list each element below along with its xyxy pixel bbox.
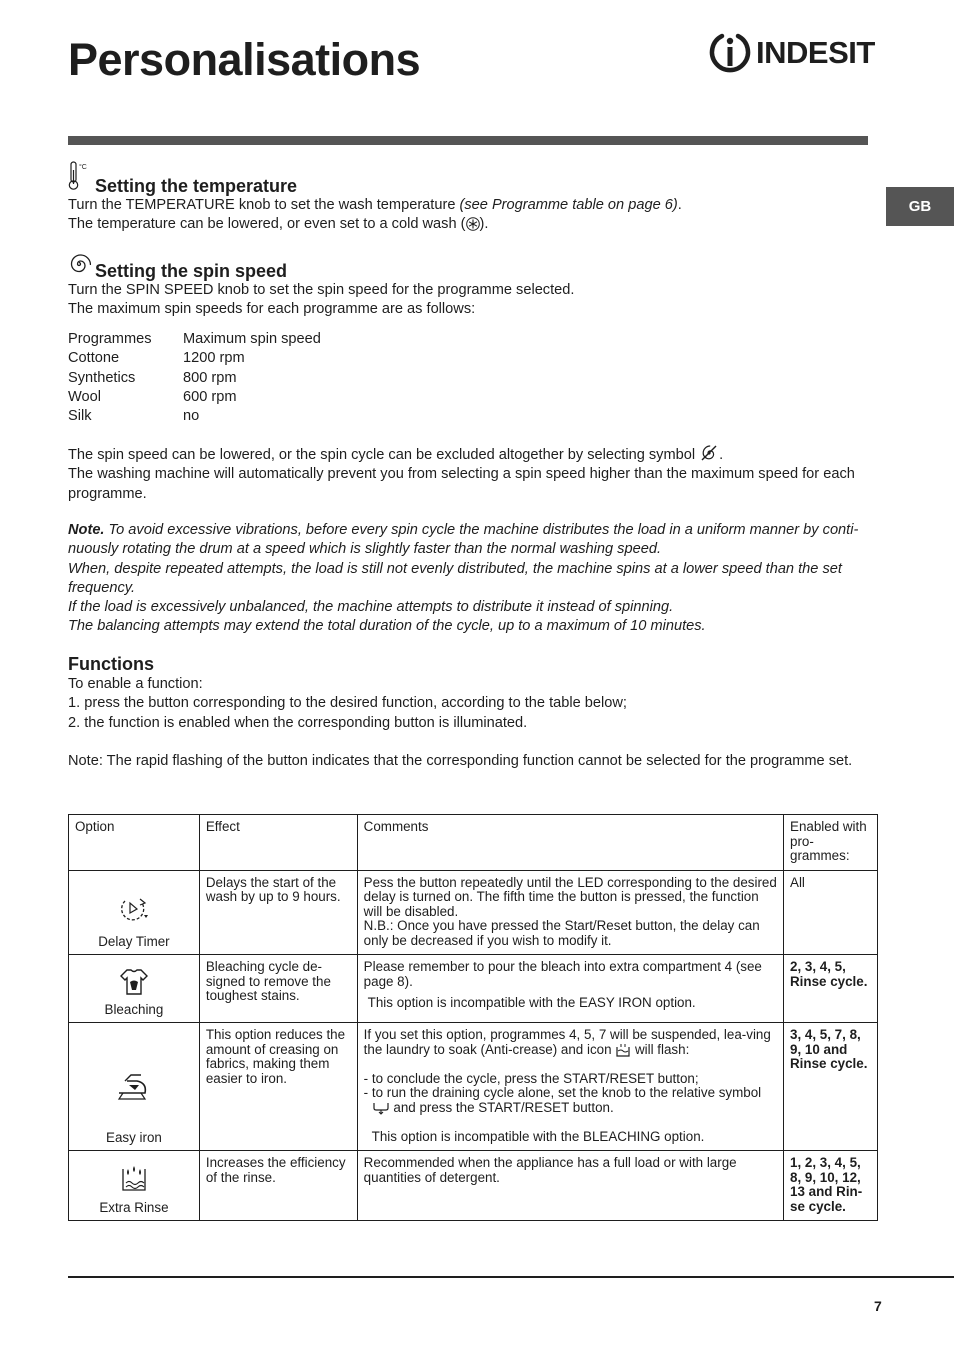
comments-bullet2 xyxy=(364,1086,777,1115)
table-row xyxy=(68,407,321,426)
soak-icon xyxy=(615,1043,631,1057)
bleaching-icon xyxy=(119,967,149,997)
delay-timer-icon xyxy=(117,895,151,925)
comments-bullet2-a: - to run the draining cycle alone, set the knob to the relative symbol xyxy=(363,1085,762,1100)
temperature-line1-ref: (see Programme table on page 6) xyxy=(459,197,678,213)
functions-line1: To enable a function: xyxy=(68,676,203,692)
comments-cell xyxy=(357,955,783,1023)
spin-speed: 600 rpm xyxy=(183,388,237,405)
note-line1: To avoid excessive vibrations, before every spin cycle the machine distributes the load in a uniform manner by conti-nuously rotating the drum at a speed which is slightly faster than the normal washing speed. xyxy=(68,522,859,558)
comments-bullet1: - to conclude the cycle, press the START/RESET button; xyxy=(363,1070,699,1086)
comments-cell: Recommended when the appliance has a full load or with large quantities of detergent. xyxy=(357,1151,783,1221)
table-row xyxy=(69,1023,878,1151)
extra-rinse-icon xyxy=(119,1163,149,1193)
comments-note: This option is incompatible with the BLEACHING option. xyxy=(371,1128,705,1144)
option-name: Bleaching xyxy=(104,1001,164,1017)
table-row xyxy=(69,1151,878,1221)
functions-intro xyxy=(68,675,873,771)
functions-note: Note: The rapid flashing of the button indicates that the corresponding function cannot be selected for the programme set. xyxy=(68,753,853,770)
enabled-cell: 3, 4, 5, 7, 8, 9, 10 and Rinse cycle. xyxy=(784,1023,878,1151)
temperature-text xyxy=(68,196,873,235)
table-row xyxy=(68,388,321,407)
header-comments: Comments xyxy=(357,815,783,871)
comments-text: Please remember to pour the bleach into extra compartment 4 (see page 8). xyxy=(363,959,762,989)
spin-line2: The maximum spin speeds for each programme are as follows: xyxy=(68,301,476,318)
page-title: Personalisations xyxy=(68,34,421,85)
spin-speed: 800 rpm xyxy=(183,369,237,386)
enabled-cell: All xyxy=(784,870,878,955)
comments-bullet2-b: and press the START/RESET button. xyxy=(389,1099,614,1115)
option-name: Delay Timer xyxy=(98,933,170,949)
header-rule xyxy=(68,136,868,145)
effect-cell: This option reduces the amount of creasing on fabrics, making them easier to iron. xyxy=(199,1023,357,1151)
effect-cell: Bleaching cycle de-signed to remove the toughest stains. xyxy=(199,955,357,1023)
spin-speed: no xyxy=(183,408,200,425)
note-line2: When, despite repeated attempts, the load is still not evenly distributed, the machine spins at a lower speed than the set frequency. xyxy=(68,560,842,596)
comments-text xyxy=(364,1028,777,1057)
spin-title: Setting the spin speed xyxy=(95,261,288,281)
comments-cell xyxy=(357,870,783,955)
page-number: 7 xyxy=(874,1298,882,1314)
comments-note: N.B.: Once you have pressed the Start/Reset button, the delay can only be decreased if you wish to modify it. xyxy=(363,918,760,948)
temperature-line1-end: . xyxy=(677,197,682,213)
comments-text: Pess the button repeatedly until the LED corresponding to the desired delay is turned on. The fifth time the button is pressed, the function will be disabled. xyxy=(363,874,777,919)
spin-line1: Turn the SPIN SPEED knob to set the spin speed for the programme selected. xyxy=(68,282,575,298)
spin-para1: The spin speed can be lowered, or the spin cycle can be excluded altogether by selecting symbol xyxy=(68,447,700,463)
comments-text-a: If you set this option, programmes 4, 5, 7 will be suspended, lea-ving the laundry to soak (Anti-crease) and icon xyxy=(363,1027,771,1057)
option-name: Easy iron xyxy=(106,1129,162,1145)
comments-text-b: will flash: xyxy=(631,1041,690,1057)
no-spin-icon xyxy=(699,444,719,462)
option-name: Extra Rinse xyxy=(99,1199,169,1215)
option-bleaching xyxy=(69,955,200,1023)
effect-cell: Delays the start of the wash by up to 9 hours. xyxy=(199,870,357,955)
enabled-cell: 2, 3, 4, 5, Rinse cycle. xyxy=(784,955,878,1023)
functions-line2: 1. press the button corresponding to the desired function, according to the table below; xyxy=(68,695,627,712)
option-delay-timer xyxy=(69,870,200,955)
header-enabled: Enabled with pro-grammes: xyxy=(784,815,878,871)
functions-table-header xyxy=(69,815,878,871)
spin-programme: Wool xyxy=(68,388,101,405)
svg-text:°C: °C xyxy=(79,164,87,171)
language-tab: GB xyxy=(886,187,954,226)
option-easy-iron xyxy=(69,1023,200,1151)
drain-icon xyxy=(372,1101,390,1115)
temperature-line1: Turn the TEMPERATURE knob to set the wash temperature xyxy=(68,197,460,213)
option-extra-rinse xyxy=(69,1151,200,1221)
comments-note: This option is incompatible with the EASY IRON option. xyxy=(367,995,696,1010)
spin-speed-table xyxy=(68,330,321,426)
enabled-cell: 1, 2, 3, 4, 5, 8, 9, 10, 12, 13 and Rin-se cycle. xyxy=(784,1151,878,1221)
brand-name: INDESIT xyxy=(756,35,875,70)
snowflake-icon xyxy=(466,217,480,231)
effect-cell: Increases the efficiency of the rinse. xyxy=(199,1151,357,1221)
spin-programme: Silk xyxy=(68,408,92,425)
indesit-i-logo-icon xyxy=(708,32,752,74)
temperature-line2: The temperature can be lowered, or even set to a cold wash ( xyxy=(68,216,466,233)
spin-details xyxy=(68,444,873,504)
spin-programme: Synthetics xyxy=(68,369,136,386)
temperature-line2-end: ). xyxy=(479,216,489,233)
spin-table-header xyxy=(68,330,321,349)
spin-speed: 1200 rpm xyxy=(183,350,245,367)
easy-iron-icon xyxy=(115,1071,153,1103)
table-row xyxy=(68,349,321,368)
functions-table xyxy=(68,814,878,1221)
spin-intro xyxy=(68,281,873,320)
footer-rule xyxy=(68,1276,954,1278)
table-row xyxy=(69,955,878,1023)
header-option: Option xyxy=(69,815,200,871)
table-row xyxy=(69,870,878,955)
note-label: Note. xyxy=(68,522,105,538)
thermometer-icon xyxy=(67,160,91,192)
table-row xyxy=(68,369,321,388)
note-line3: If the load is excessively unbalanced, the machine attempts to distribute it instead of spinning. xyxy=(68,599,674,616)
spin-spiral-icon xyxy=(67,252,91,276)
spin-note xyxy=(68,521,873,637)
comments-cell xyxy=(357,1023,783,1151)
spin-table-header-programmes: Programmes xyxy=(68,331,152,347)
functions-title: Functions xyxy=(68,654,154,674)
spin-programme: Cottone xyxy=(68,350,120,367)
note-line4: The balancing attempts may extend the total duration of the cycle, up to a maximum of 10 minutes. xyxy=(68,618,706,635)
header-effect: Effect xyxy=(199,815,357,871)
spin-table-header-speed: Maximum spin speed xyxy=(183,331,321,347)
brand-logo xyxy=(708,32,873,74)
temperature-title: Setting the temperature xyxy=(95,176,298,196)
spin-para2: The washing machine will automatically prevent you from selecting a spin speed higher than the maximum speed for each programme. xyxy=(68,466,855,502)
functions-line3: 2. the function is enabled when the corresponding button is illuminated. xyxy=(68,714,528,731)
spin-para1-end: . xyxy=(719,447,724,463)
